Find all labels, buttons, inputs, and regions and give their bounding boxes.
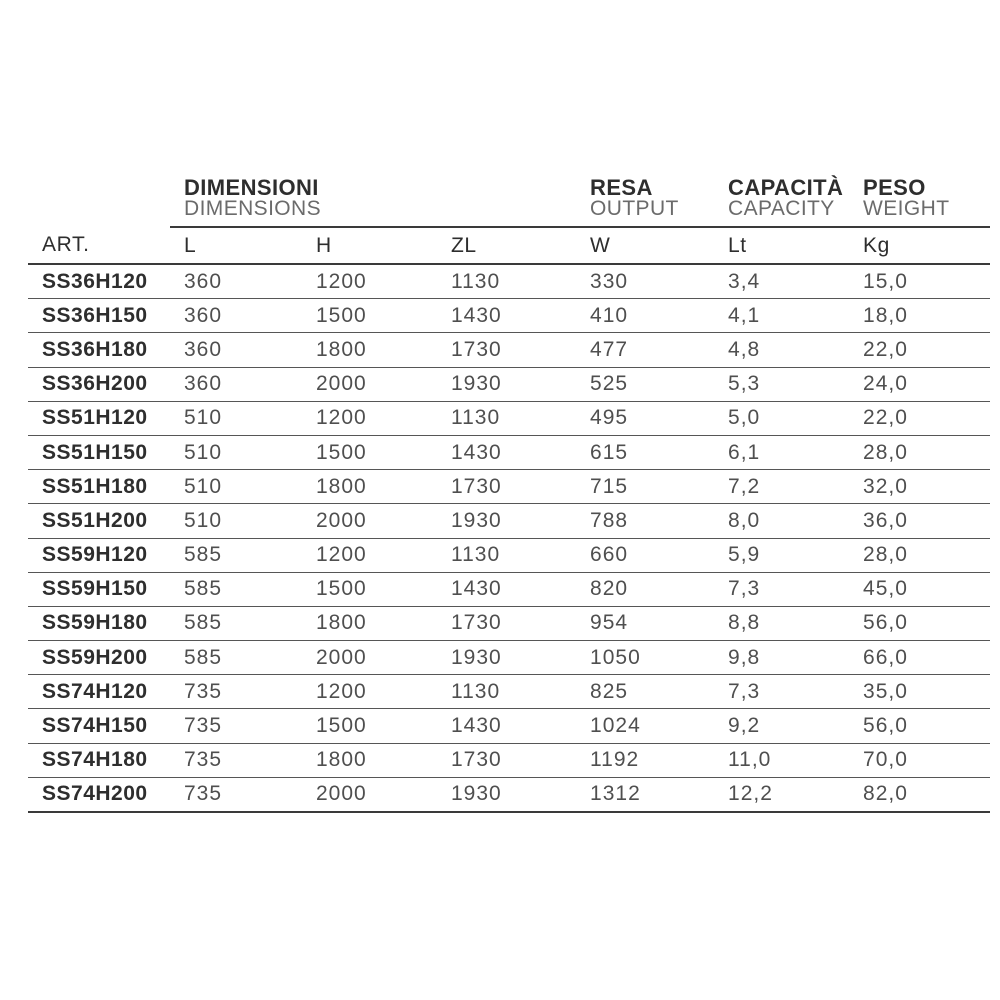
length-cell: 585 xyxy=(170,641,302,675)
height-cell: 1500 xyxy=(302,709,437,743)
height-cell: 2000 xyxy=(302,367,437,401)
group-header-capacity xyxy=(714,176,849,227)
zl-cell: 1130 xyxy=(437,675,576,709)
capacity-cell: 5,9 xyxy=(714,538,849,572)
output-cell: 660 xyxy=(576,538,714,572)
output-cell: 525 xyxy=(576,367,714,401)
height-cell: 1200 xyxy=(302,264,437,299)
zl-cell: 1930 xyxy=(437,504,576,538)
group-header-row xyxy=(28,176,990,227)
weight-cell: 82,0 xyxy=(849,777,990,812)
capacity-cell: 6,1 xyxy=(714,435,849,469)
group-title-dimensioni: DIMENSIONI xyxy=(184,175,319,200)
zl-cell: 1930 xyxy=(437,367,576,401)
art-code-cell: SS51H200 xyxy=(28,504,170,538)
spec-table-body xyxy=(28,264,990,812)
length-cell: 585 xyxy=(170,538,302,572)
table-row xyxy=(28,401,990,435)
weight-cell: 56,0 xyxy=(849,709,990,743)
group-title-peso: PESO xyxy=(863,175,926,200)
zl-cell: 1130 xyxy=(437,401,576,435)
column-header-art: ART. xyxy=(28,227,170,264)
output-cell: 1192 xyxy=(576,743,714,777)
height-cell: 1200 xyxy=(302,401,437,435)
weight-cell: 56,0 xyxy=(849,606,990,640)
art-code-cell: SS74H180 xyxy=(28,743,170,777)
zl-cell: 1130 xyxy=(437,538,576,572)
art-code-cell: SS59H150 xyxy=(28,572,170,606)
art-code-cell: SS59H200 xyxy=(28,641,170,675)
zl-cell: 1730 xyxy=(437,470,576,504)
weight-cell: 24,0 xyxy=(849,367,990,401)
length-cell: 735 xyxy=(170,675,302,709)
length-cell: 510 xyxy=(170,504,302,538)
group-subtitle-dimensions: DIMENSIONS xyxy=(184,197,322,220)
art-code-cell: SS59H120 xyxy=(28,538,170,572)
group-header-output xyxy=(576,176,714,227)
length-cell: 510 xyxy=(170,470,302,504)
output-cell: 477 xyxy=(576,333,714,367)
length-cell: 585 xyxy=(170,606,302,640)
table-row xyxy=(28,743,990,777)
weight-cell: 66,0 xyxy=(849,641,990,675)
weight-cell: 22,0 xyxy=(849,401,990,435)
table-row xyxy=(28,333,990,367)
output-cell: 820 xyxy=(576,572,714,606)
length-cell: 735 xyxy=(170,709,302,743)
height-cell: 2000 xyxy=(302,504,437,538)
zl-cell: 1930 xyxy=(437,777,576,812)
capacity-cell: 9,2 xyxy=(714,709,849,743)
table-row xyxy=(28,538,990,572)
table-row xyxy=(28,709,990,743)
weight-cell: 28,0 xyxy=(849,435,990,469)
zl-cell: 1430 xyxy=(437,572,576,606)
height-cell: 2000 xyxy=(302,641,437,675)
output-cell: 330 xyxy=(576,264,714,299)
weight-cell: 32,0 xyxy=(849,470,990,504)
capacity-cell: 7,3 xyxy=(714,675,849,709)
table-row xyxy=(28,299,990,333)
output-cell: 1312 xyxy=(576,777,714,812)
column-header-l: L xyxy=(170,227,302,264)
group-subtitle-weight: WEIGHT xyxy=(863,197,950,220)
length-cell: 585 xyxy=(170,572,302,606)
length-cell: 360 xyxy=(170,333,302,367)
group-title-capacita: CAPACITÀ xyxy=(728,175,844,200)
height-cell: 1200 xyxy=(302,538,437,572)
table-row xyxy=(28,504,990,538)
capacity-cell: 8,8 xyxy=(714,606,849,640)
table-row xyxy=(28,470,990,504)
column-header-kg: Kg xyxy=(849,227,990,264)
group-subtitle-output: OUTPUT xyxy=(590,197,679,220)
art-code-cell: SS74H150 xyxy=(28,709,170,743)
group-title-resa: RESA xyxy=(590,175,653,200)
capacity-cell: 5,3 xyxy=(714,367,849,401)
output-cell: 825 xyxy=(576,675,714,709)
zl-cell: 1430 xyxy=(437,435,576,469)
art-code-cell: SS74H120 xyxy=(28,675,170,709)
length-cell: 735 xyxy=(170,743,302,777)
length-cell: 735 xyxy=(170,777,302,812)
table-row xyxy=(28,641,990,675)
capacity-cell: 7,3 xyxy=(714,572,849,606)
output-cell: 1024 xyxy=(576,709,714,743)
zl-cell: 1730 xyxy=(437,743,576,777)
table-row xyxy=(28,572,990,606)
weight-cell: 28,0 xyxy=(849,538,990,572)
zl-cell: 1430 xyxy=(437,709,576,743)
art-code-cell: SS59H180 xyxy=(28,606,170,640)
weight-cell: 22,0 xyxy=(849,333,990,367)
zl-cell: 1730 xyxy=(437,333,576,367)
length-cell: 360 xyxy=(170,367,302,401)
weight-cell: 35,0 xyxy=(849,675,990,709)
output-cell: 495 xyxy=(576,401,714,435)
table-row xyxy=(28,777,990,812)
height-cell: 1500 xyxy=(302,299,437,333)
column-header-row xyxy=(28,227,990,264)
art-code-cell: SS36H150 xyxy=(28,299,170,333)
table-row xyxy=(28,264,990,299)
height-cell: 2000 xyxy=(302,777,437,812)
height-cell: 1800 xyxy=(302,333,437,367)
height-cell: 1800 xyxy=(302,470,437,504)
column-header-zl: ZL xyxy=(437,227,576,264)
capacity-cell: 9,8 xyxy=(714,641,849,675)
height-cell: 1800 xyxy=(302,606,437,640)
capacity-cell: 11,0 xyxy=(714,743,849,777)
capacity-cell: 7,2 xyxy=(714,470,849,504)
capacity-cell: 4,8 xyxy=(714,333,849,367)
capacity-cell: 12,2 xyxy=(714,777,849,812)
weight-cell: 18,0 xyxy=(849,299,990,333)
table-row xyxy=(28,606,990,640)
art-code-cell: SS36H200 xyxy=(28,367,170,401)
column-header-w: W xyxy=(576,227,714,264)
weight-cell: 70,0 xyxy=(849,743,990,777)
group-subtitle-capacity: CAPACITY xyxy=(728,197,835,220)
output-cell: 615 xyxy=(576,435,714,469)
group-header-weight xyxy=(849,176,990,227)
capacity-cell: 4,1 xyxy=(714,299,849,333)
table-row xyxy=(28,675,990,709)
table-row xyxy=(28,435,990,469)
art-code-cell: SS51H120 xyxy=(28,401,170,435)
height-cell: 1800 xyxy=(302,743,437,777)
column-header-h: H xyxy=(302,227,437,264)
length-cell: 510 xyxy=(170,435,302,469)
zl-cell: 1730 xyxy=(437,606,576,640)
art-code-cell: SS51H180 xyxy=(28,470,170,504)
length-cell: 360 xyxy=(170,264,302,299)
length-cell: 510 xyxy=(170,401,302,435)
capacity-cell: 5,0 xyxy=(714,401,849,435)
weight-cell: 36,0 xyxy=(849,504,990,538)
height-cell: 1500 xyxy=(302,572,437,606)
table-row xyxy=(28,367,990,401)
weight-cell: 15,0 xyxy=(849,264,990,299)
output-cell: 1050 xyxy=(576,641,714,675)
output-cell: 954 xyxy=(576,606,714,640)
height-cell: 1200 xyxy=(302,675,437,709)
spec-table xyxy=(28,176,990,813)
art-code-cell: SS36H120 xyxy=(28,264,170,299)
output-cell: 788 xyxy=(576,504,714,538)
length-cell: 360 xyxy=(170,299,302,333)
zl-cell: 1430 xyxy=(437,299,576,333)
column-header-lt: Lt xyxy=(714,227,849,264)
group-header-spacer xyxy=(28,176,170,227)
weight-cell: 45,0 xyxy=(849,572,990,606)
group-header-dimensions xyxy=(170,176,576,227)
art-code-cell: SS74H200 xyxy=(28,777,170,812)
art-code-cell: SS51H150 xyxy=(28,435,170,469)
zl-cell: 1930 xyxy=(437,641,576,675)
zl-cell: 1130 xyxy=(437,264,576,299)
output-cell: 410 xyxy=(576,299,714,333)
output-cell: 715 xyxy=(576,470,714,504)
capacity-cell: 3,4 xyxy=(714,264,849,299)
height-cell: 1500 xyxy=(302,435,437,469)
art-code-cell: SS36H180 xyxy=(28,333,170,367)
capacity-cell: 8,0 xyxy=(714,504,849,538)
